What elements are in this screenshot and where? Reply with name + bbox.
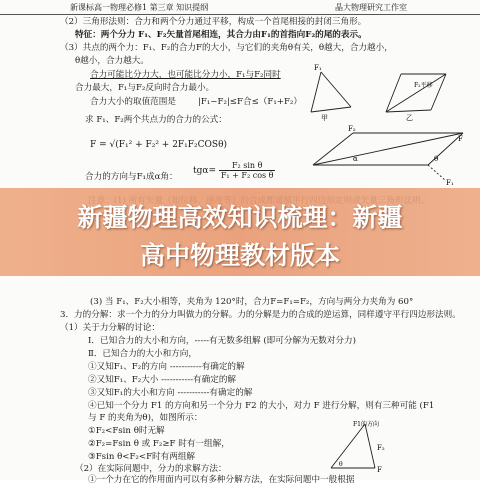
fraction-numerator: F₂ sin θ bbox=[219, 161, 276, 171]
header-left: 新课标高一物理必修1 第三章 知识提纲 bbox=[70, 3, 209, 12]
formula-lhs: F = bbox=[90, 140, 110, 150]
page-header bbox=[0, 0, 480, 15]
label-theta: θ bbox=[434, 155, 439, 163]
text-line: （3）共点的两个力：F₁、F₂的合力F的大小，与它们的夹角θ有关，θ越大，合力越小， bbox=[60, 43, 393, 53]
bold-text: 特征：两个分力 F₁、F₂矢量首尾相连，其合力由F₁的首指向F₂的尾的表示。 bbox=[75, 30, 367, 40]
triangle-rule-figure bbox=[306, 62, 466, 122]
label-f1: F₁ bbox=[314, 64, 322, 72]
text-line: （1）关于力分解的讨论： bbox=[60, 323, 160, 333]
text-line: 求 F₁、F₂两个共点力的合力的公式： bbox=[85, 115, 227, 125]
label-f: F bbox=[458, 135, 463, 143]
text-line: 3．力的分解：求一个力的分力叫做力的分解。力的分解是力的合成的逆运算，同样遵守平行四边形法则。 bbox=[60, 310, 461, 320]
angle-formula bbox=[193, 161, 275, 180]
label-f1: F₁ bbox=[446, 179, 454, 187]
fraction-denominator: F₁ + F₂ cos θ bbox=[220, 171, 274, 180]
parallelogram-figure bbox=[308, 125, 468, 187]
text-line: Ⅰ．已知合力的大小和方向，-----有无数多组解 (即可分解为无数对分力) bbox=[88, 336, 356, 346]
label-f1-direction: F1的方向 bbox=[353, 421, 379, 428]
text-line: ③又知F₁的大小和方向 -----------有确定的解 bbox=[88, 388, 253, 398]
fraction bbox=[219, 161, 276, 180]
text-line: ①F₂<Fsin θ时无解 bbox=[88, 426, 165, 436]
text-line: θ越小，合力越大。 bbox=[75, 56, 149, 66]
text-line: ②F₂=Fsin θ 或 F₂≥F 时有一组解， bbox=[88, 439, 230, 449]
formula-rhs: √(F₁² + F₂² + 2F₁F₂COSθ) bbox=[109, 140, 227, 150]
text-line: ①一个力在它的作用面内可以有多种分解方法，在实际问题中一般根据 bbox=[88, 475, 355, 485]
label-theta: θ bbox=[339, 461, 343, 468]
overlay-title-line-1: 新疆物理高效知识梳理：新疆 bbox=[77, 203, 403, 232]
text-line: （2）在实际问题中，分力的求解方法： bbox=[75, 464, 227, 474]
text-line: ①又知F₁、F₂的方向 -----------有确定的解 bbox=[88, 362, 245, 372]
underlined-text: 合力可能比分力大，也可能比分力小，F₁与F₂同时 bbox=[90, 70, 281, 80]
text-line bbox=[75, 30, 367, 41]
range-formula: |F₁−F₂|≤F合≤（F₁+F₂） bbox=[198, 97, 302, 107]
label-jia: 甲 bbox=[321, 114, 328, 122]
label-pingyi: F₂平移 bbox=[414, 82, 433, 89]
label-f2: F₂ bbox=[348, 125, 356, 133]
label-f2: F₂ bbox=[377, 444, 385, 452]
text-line: ④已知一个分力 F1 的方向和另一个分力 F2 的大小，对力 F 进行分解，则有三种可能 (F1 bbox=[88, 401, 435, 411]
formula-lhs: tgα= bbox=[193, 166, 216, 176]
decomposition-figure bbox=[325, 418, 405, 473]
text-line bbox=[90, 70, 281, 81]
label-alpha: α bbox=[353, 155, 358, 163]
text-line: Ⅱ．已知合力的大小和方向， bbox=[88, 349, 197, 359]
text-line: 与 F 的夹角为θ)，如图所示： bbox=[88, 413, 203, 423]
overlay-title-line-2: 高中物理教材版本 bbox=[139, 241, 340, 270]
text-line: ②又知F₁、F₂大小 -----------有确定的解 bbox=[88, 375, 237, 385]
text-line: 合力的方向与F₁成α角： bbox=[85, 172, 178, 182]
label-yi: 乙 bbox=[406, 114, 413, 122]
label-f: F bbox=[377, 466, 382, 473]
header-right: 晶大物理研究工作室 bbox=[335, 3, 407, 12]
text-line: ③Fsin θ<F₂<F时有两组解 bbox=[88, 452, 196, 462]
text-line: 合力大小的取值范围是 bbox=[90, 97, 176, 107]
resultant-formula bbox=[90, 140, 227, 150]
text-line: (3) 当 F₁、F₂大小相等，夹角为 120°时，合力F=F₁=F₂，方向与两分力夹角为 60° bbox=[90, 297, 414, 307]
text-line: （2）三角形法则：合力和两个分力通过平移，构成一个首尾相接的封闭三角形。 bbox=[60, 17, 367, 27]
text-line: 合力最大，F₁与F₂反向时合力最小。 bbox=[75, 83, 215, 93]
